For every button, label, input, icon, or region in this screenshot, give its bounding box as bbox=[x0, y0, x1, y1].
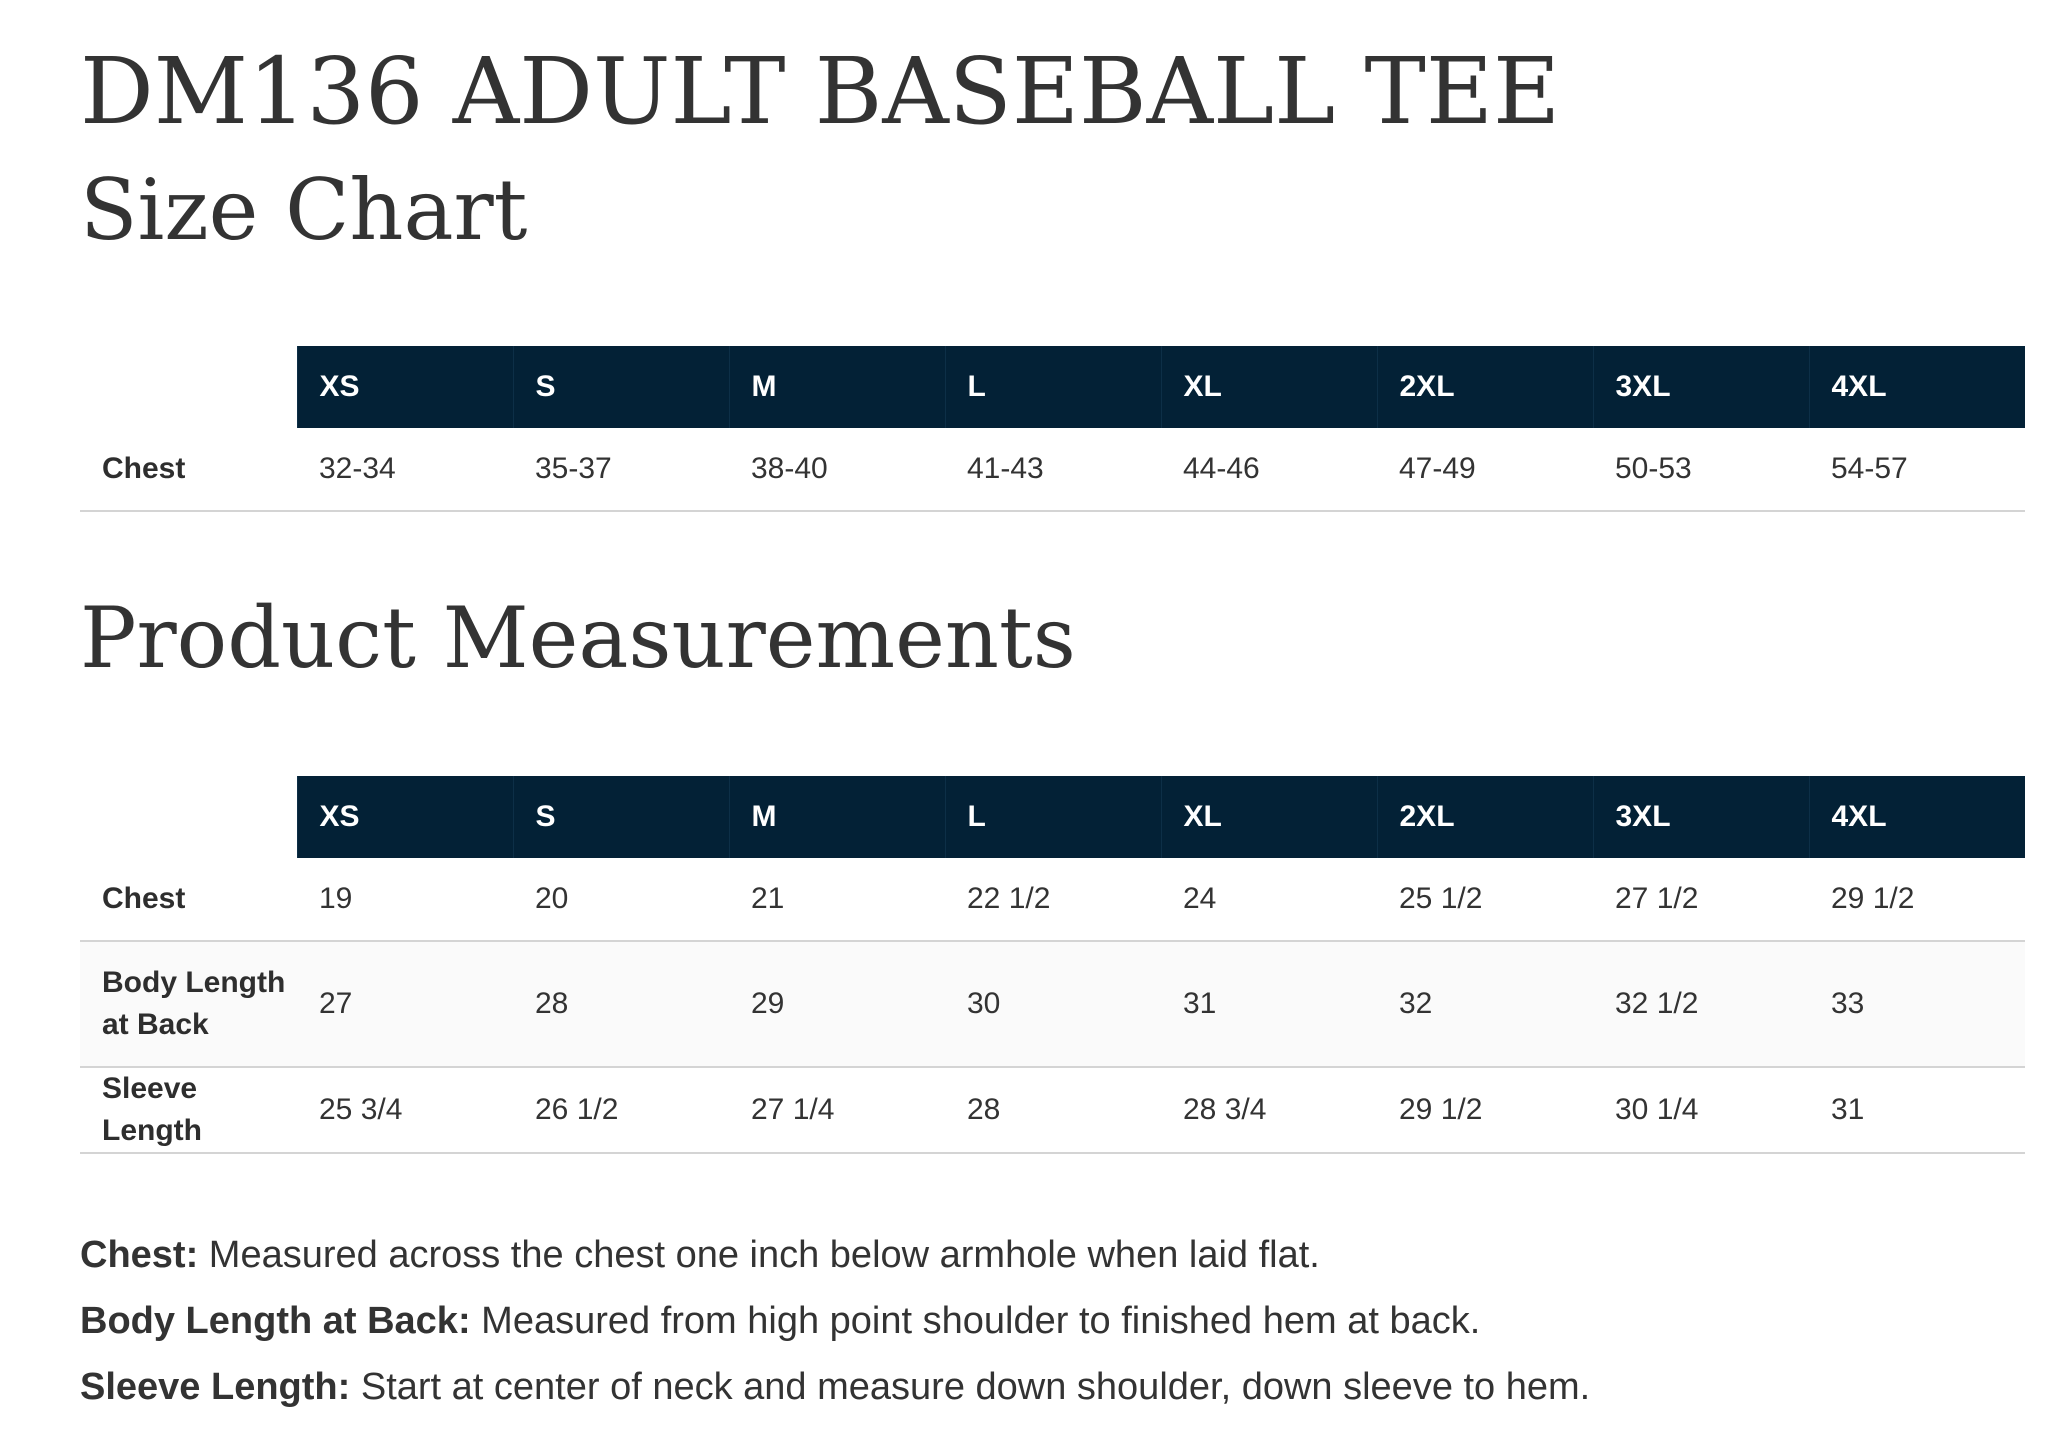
table-cell: 25 3/4 bbox=[297, 1067, 513, 1153]
product-title: DM136 ADULT BASEBALL TEE bbox=[80, 38, 1561, 145]
note-text: Measured from high point shoulder to finished hem at back. bbox=[470, 1300, 1481, 1342]
table-cell: 27 1/4 bbox=[729, 1067, 945, 1153]
table-cell: 47-49 bbox=[1377, 428, 1593, 511]
table-cell: 29 1/2 bbox=[1809, 858, 2025, 941]
table-cell: 33 bbox=[1809, 941, 2025, 1067]
table-header-row bbox=[80, 776, 2025, 858]
size-header-xl: XL bbox=[1161, 346, 1377, 428]
size-header-xl: XL bbox=[1161, 776, 1377, 858]
size-header-xs: XS bbox=[297, 346, 513, 428]
measurements-title: Product Measurements bbox=[80, 589, 1076, 687]
size-header-xs: XS bbox=[297, 776, 513, 858]
size-header-m: M bbox=[729, 776, 945, 858]
size-header-s: S bbox=[513, 346, 729, 428]
table-cell: 31 bbox=[1161, 941, 1377, 1067]
table-cell: 29 1/2 bbox=[1377, 1067, 1593, 1153]
size-header-s: S bbox=[513, 776, 729, 858]
size-header-2xl: 2XL bbox=[1377, 346, 1593, 428]
row-label-sleeve-length: Sleeve Length bbox=[80, 1067, 297, 1153]
note-body-length bbox=[80, 1288, 1590, 1354]
table-cell: 41-43 bbox=[945, 428, 1161, 511]
size-header-l: L bbox=[945, 346, 1161, 428]
note-sleeve-length bbox=[80, 1354, 1590, 1420]
header-corner-cell bbox=[80, 346, 297, 428]
table-cell: 19 bbox=[297, 858, 513, 941]
table-cell: 32-34 bbox=[297, 428, 513, 511]
table-cell: 22 1/2 bbox=[945, 858, 1161, 941]
note-chest bbox=[80, 1222, 1590, 1288]
table-cell: 29 bbox=[729, 941, 945, 1067]
note-term: Body Length at Back: bbox=[80, 1300, 471, 1342]
size-header-4xl: 4XL bbox=[1809, 346, 2025, 428]
table-row bbox=[80, 1067, 2025, 1153]
table-cell: 32 bbox=[1377, 941, 1593, 1067]
table-row bbox=[80, 941, 2025, 1067]
note-text: Measured across the chest one inch below armhole when laid flat. bbox=[198, 1234, 1320, 1276]
table-cell: 24 bbox=[1161, 858, 1377, 941]
size-header-m: M bbox=[729, 346, 945, 428]
row-label-chest: Chest bbox=[80, 428, 297, 511]
size-header-3xl: 3XL bbox=[1593, 776, 1809, 858]
note-term: Sleeve Length: bbox=[80, 1366, 351, 1408]
measurements-table bbox=[80, 776, 2025, 1154]
table-cell: 26 1/2 bbox=[513, 1067, 729, 1153]
table-cell: 28 3/4 bbox=[1161, 1067, 1377, 1153]
row-label-chest: Chest bbox=[80, 858, 297, 941]
table-cell: 27 1/2 bbox=[1593, 858, 1809, 941]
size-header-l: L bbox=[945, 776, 1161, 858]
table-cell: 50-53 bbox=[1593, 428, 1809, 511]
table-cell: 28 bbox=[945, 1067, 1161, 1153]
size-chart-title: Size Chart bbox=[80, 161, 528, 259]
table-cell: 20 bbox=[513, 858, 729, 941]
header-corner-cell bbox=[80, 776, 297, 858]
table-cell: 30 1/4 bbox=[1593, 1067, 1809, 1153]
table-cell: 25 1/2 bbox=[1377, 858, 1593, 941]
row-label-body-length: Body Length at Back bbox=[80, 941, 297, 1067]
size-chart-table bbox=[80, 346, 2025, 512]
table-cell: 44-46 bbox=[1161, 428, 1377, 511]
note-term: Chest: bbox=[80, 1234, 199, 1276]
table-cell: 28 bbox=[513, 941, 729, 1067]
size-header-2xl: 2XL bbox=[1377, 776, 1593, 858]
table-header-row bbox=[80, 346, 2025, 428]
table-cell: 38-40 bbox=[729, 428, 945, 511]
table-cell: 30 bbox=[945, 941, 1161, 1067]
table-cell: 54-57 bbox=[1809, 428, 2025, 511]
table-cell: 31 bbox=[1809, 1067, 2025, 1153]
table-cell: 35-37 bbox=[513, 428, 729, 511]
size-header-4xl: 4XL bbox=[1809, 776, 2025, 858]
table-row bbox=[80, 428, 2025, 511]
note-text: Start at center of neck and measure down shoulder, down sleeve to hem. bbox=[350, 1366, 1591, 1408]
size-header-3xl: 3XL bbox=[1593, 346, 1809, 428]
table-cell: 27 bbox=[297, 941, 513, 1067]
table-cell: 21 bbox=[729, 858, 945, 941]
table-cell: 32 1/2 bbox=[1593, 941, 1809, 1067]
measurement-notes bbox=[80, 1222, 1590, 1420]
table-row bbox=[80, 858, 2025, 941]
